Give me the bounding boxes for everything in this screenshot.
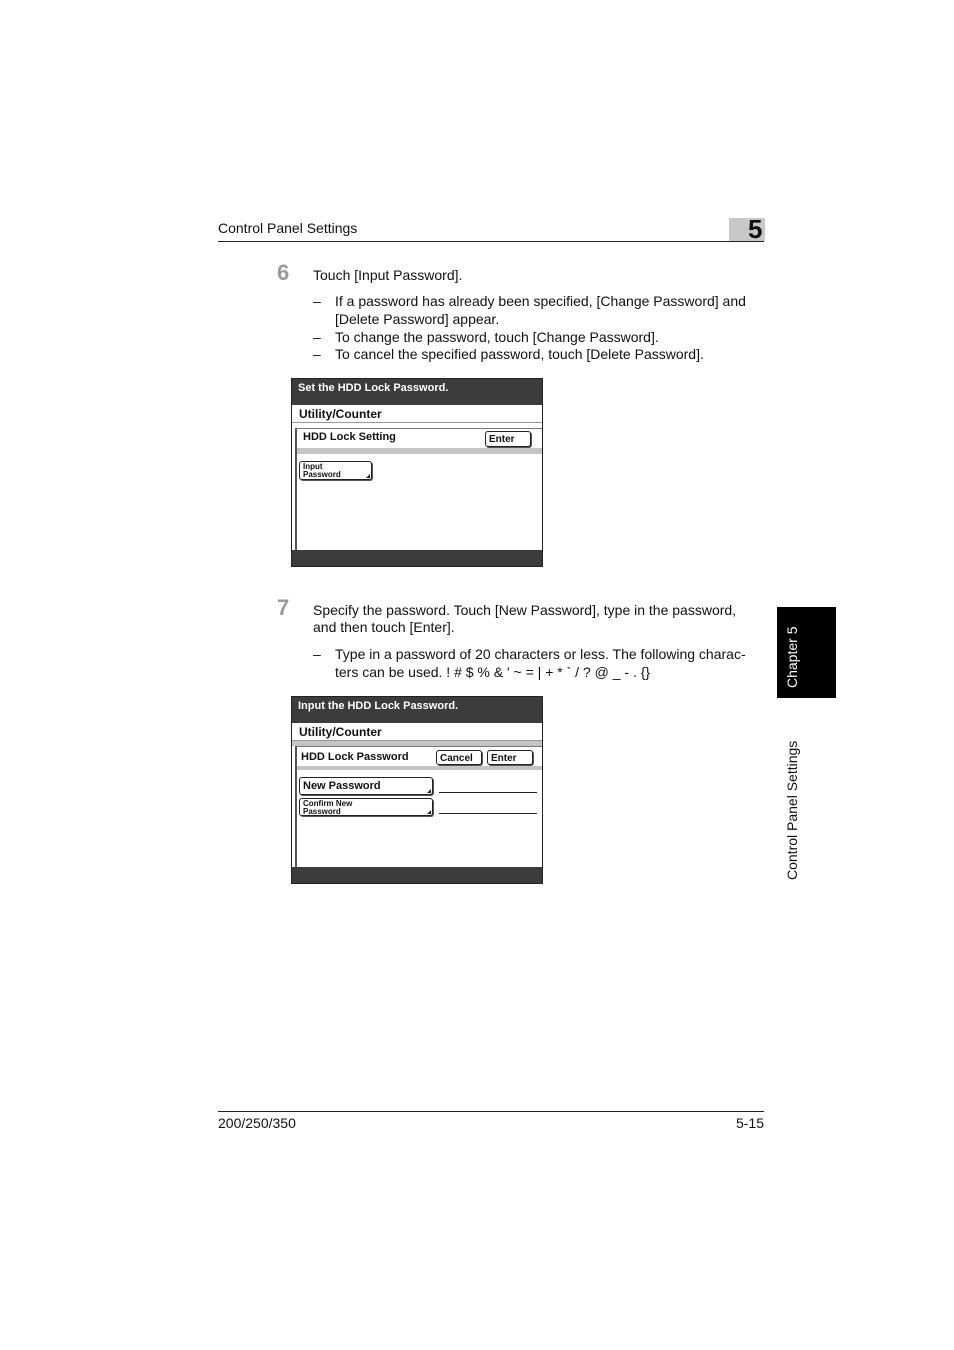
screen-subtitle: Utility/Counter [292,723,542,741]
enter-button[interactable] [487,750,533,765]
footer-page-number: 5-15 [735,1115,764,1131]
side-tab-section: Control Panel Settings [784,740,800,880]
instruction-line: Specify the password. Touch [New Password], type in the password, [313,602,737,618]
input-password-button[interactable] [299,461,372,480]
running-header-title: Control Panel Settings [218,220,358,236]
button-label-line: Input [303,462,323,471]
button-label-line: Password [303,470,341,479]
bullet-dash: – [313,293,321,309]
side-tab-chapter: Chapter 5 [784,626,800,688]
settings-panel [295,428,542,550]
enter-button[interactable] [485,431,531,447]
enter-button-label: Enter [491,753,517,764]
bullet-dash: – [313,346,321,362]
step-number: 6 [277,260,290,285]
chapter-number: 5 [748,214,763,244]
bullet-dash: – [313,646,321,662]
step-number: 7 [277,595,290,620]
panel-divider [297,448,542,454]
cancel-button-label: Cancel [440,753,473,764]
bullet-line: ters can be used. ! # $ % & ' ~ = | + * ` / ? @ _ - . {} [335,664,651,680]
button-label-line: Confirm New [303,799,353,808]
bullet-line: If a password has already been specified, [Change Password] and [335,293,746,309]
list-item [313,328,773,346]
confirm-new-password-button[interactable] [299,798,433,816]
bullet-line: Type in a password of 20 characters or less. The following charac- [335,646,746,662]
list-item [313,645,773,681]
confirm-password-field[interactable] [439,813,537,814]
corner-triangle-icon [427,789,431,793]
bullet-line: To change the password, touch [Change Password]. [335,329,659,345]
cancel-button[interactable] [436,750,482,765]
list-item [313,292,773,328]
hdd-lock-setting-screen [291,378,543,567]
panel-title: HDD Lock Setting [303,431,396,443]
screen-subtitle: Utility/Counter [292,405,542,423]
corner-triangle-icon [427,810,431,814]
bullet-dash: – [313,329,321,345]
password-panel [295,746,542,867]
new-password-button[interactable] [299,777,433,795]
step-instruction: Touch [Input Password]. [313,267,463,283]
corner-triangle-icon [366,474,370,478]
list-item [313,345,773,363]
new-password-label: New Password [303,780,381,792]
screen-title: Set the HDD Lock Password. [292,379,542,405]
instruction-line: and then touch [Enter]. [313,619,455,635]
footer-model: 200/250/350 [218,1115,296,1131]
panel-divider [297,766,542,770]
screen-footer-bar [292,867,542,883]
bullet-line: [Delete Password] appear. [335,311,500,327]
hdd-lock-password-screen [291,696,543,884]
screen-footer-bar [292,550,542,566]
bullet-line: To cancel the specified password, touch [Delete Password]. [335,346,704,362]
enter-button-label: Enter [489,434,515,445]
new-password-field[interactable] [439,792,537,793]
screen-title: Input the HDD Lock Password. [292,697,542,723]
footer-rule [218,1111,764,1112]
button-label-line: Password [303,807,341,816]
header-rule [218,241,764,242]
panel-title: HDD Lock Password [301,751,409,763]
step-instruction [313,602,773,636]
